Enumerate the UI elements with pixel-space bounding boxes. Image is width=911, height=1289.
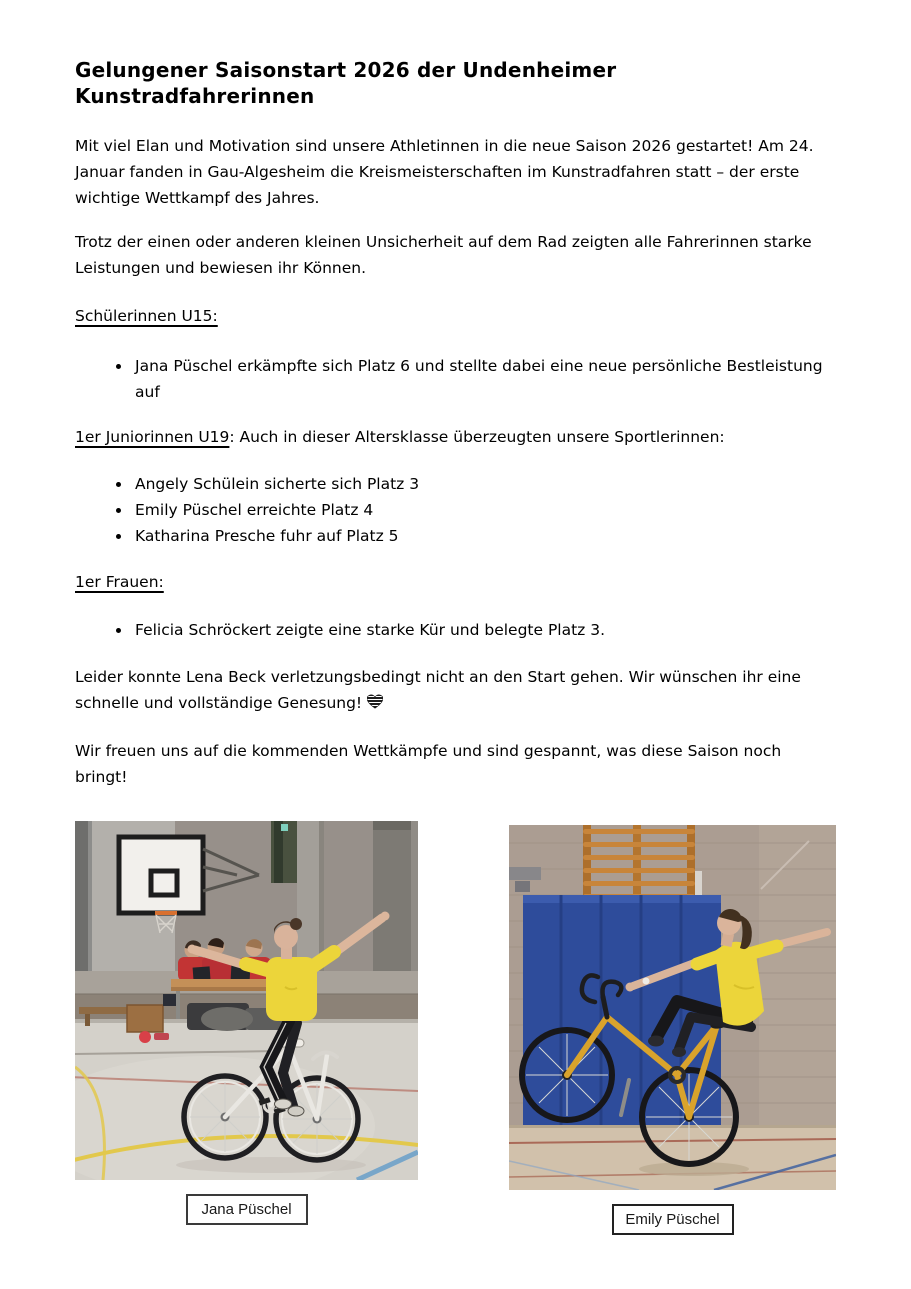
performance-paragraph: Trotz der einen oder anderen kleinen Unsicherheit auf dem Rad zeigten alle Fahrerinnen starke Leistungen und bewiesen ihr Können. [75,233,812,277]
heading-text: Schülerinnen U15: [75,307,218,325]
caption-text: Jana Püschel [201,1201,292,1218]
heading-text: 1er Juniorinnen U19 [75,428,230,446]
heading-continuation: : Auch in dieser Altersklasse überzeugten unsere Sportlerinnen: [229,428,725,446]
list-item: • Jana Püschel erkämpfte sich Platz 6 und stellte dabei eine neue persönliche Bestleistung auf [132,353,836,405]
striped-heart-icon [367,691,383,717]
list-juniorinnen-u19 [75,471,836,549]
photo-emily-gym-scene [509,825,836,1190]
section-heading-frauen [75,569,836,595]
injury-note-text: Leider konnte Lena Beck verletzungsbedingt nicht an den Start gehen. Wir wünschen ihr eine schnelle und vollständige Genesung! [75,668,801,712]
page-title: Gelungener Saisonstart 2026 der Undenheimer Kunstradfahrerinnen [75,58,617,108]
injury-note-paragraph [75,664,836,717]
caption-box-jana [186,1194,308,1225]
caption-box-emily [612,1204,734,1235]
figure-emily [509,825,836,1235]
section-heading-juniorinnen-u19 [75,424,836,450]
caption-text: Emily Püschel [625,1211,720,1228]
closing-paragraph: Wir freuen uns auf die kommenden Wettkämpfe und sind gespannt, was diese Saison noch bringt! [75,742,782,786]
list-schuelerinnen-u15 [75,353,836,405]
heading-text: 1er Frauen: [75,573,164,591]
list-item: • Felicia Schröckert zeigte eine starke Kür und belegte Platz 3. [132,617,836,643]
list-item: • Emily Püschel erreichte Platz 4 [132,497,836,523]
list-item: • Angely Schülein sicherte sich Platz 3 [132,471,836,497]
list-frauen [75,617,836,643]
figure-jana [75,821,418,1225]
list-item: • Katharina Presche fuhr auf Platz 5 [132,523,836,549]
photo-row [75,821,836,1235]
photo-jana-gym-scene [75,821,418,1180]
intro-paragraph: Mit viel Elan und Motivation sind unsere Athletinnen in die neue Saison 2026 gestartet! Am 24. Januar fanden in Gau-Algesheim die Kreismeisterschaften im Kunstradfahren statt – der erste wichtige Wettkampf des Jahres. [75,137,814,207]
section-heading-schuelerinnen-u15 [75,303,836,329]
